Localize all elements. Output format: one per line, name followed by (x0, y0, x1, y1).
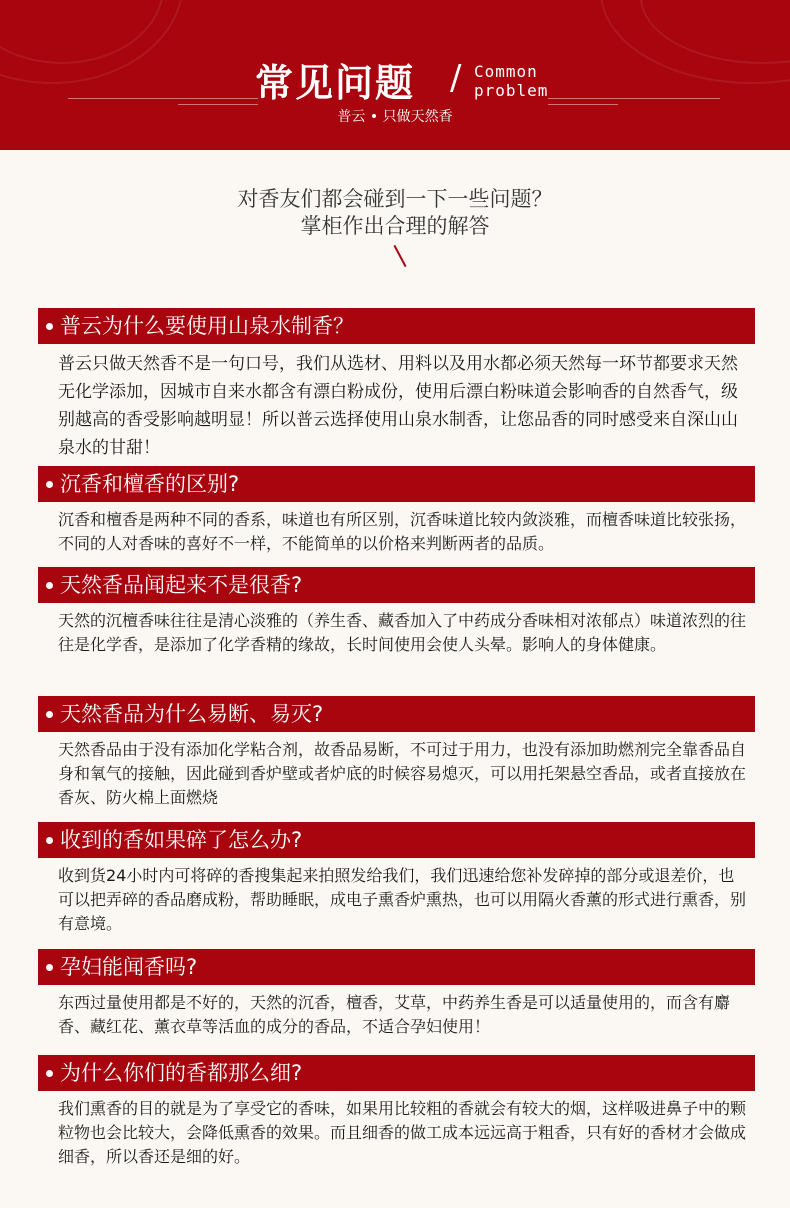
bullet-icon (46, 711, 53, 718)
faq-question: 为什么你们的香都那么细? (60, 1061, 303, 1085)
faq-item (38, 822, 755, 936)
faq-answer: 收到货24小时内可将碎的香搜集起来拍照发给我们，我们迅速给您补发碎掉的部分或退差价，也可以把弄碎的香品磨成粉，帮助睡眠，成电子熏香炉熏热，也可以用隔火香薰的形式进行熏香，别有意境。 (58, 866, 747, 933)
faq-item (38, 949, 755, 1039)
intro-line2: 掌柜作出合理的解答 (300, 214, 490, 238)
bullet-icon (46, 1070, 53, 1077)
header-banner (0, 0, 790, 150)
faq-question-bar (38, 1055, 755, 1091)
faq-question-bar (38, 567, 755, 603)
decorative-line (178, 104, 258, 105)
faq-item (38, 696, 755, 810)
faq-question: 沉香和檀香的区别? (60, 472, 240, 496)
bullet-icon (46, 481, 53, 488)
decorative-line (548, 104, 618, 105)
intro-text (0, 186, 790, 240)
bullet-icon (46, 964, 53, 971)
faq-question: 天然香品闻起来不是很香? (60, 573, 303, 597)
page-title-english (474, 62, 548, 100)
faq-question: 孕妇能闻香吗? (60, 955, 198, 979)
faq-question-bar (38, 949, 755, 985)
decorative-line (68, 98, 258, 99)
intro-line1: 对香友们都会碰到一下一些问题？ (237, 187, 553, 211)
title-divider: / (450, 58, 462, 98)
faq-answer: 东西过量使用都是不好的，天然的沉香，檀香，艾草，中药养生香是可以适量使用的，而含有麝香、藏红花、薰衣草等活血的成分的香品，不适合孕妇使用！ (58, 993, 731, 1036)
title-en-line1: Common (474, 62, 538, 81)
decorative-line (548, 98, 720, 99)
faq-answer: 天然香品由于没有添加化学粘合剂，故香品易断，不可过于用力，也没有添加助燃剂完全靠香品自身和氧气的接触，因此碰到香炉壁或者炉底的时候容易熄灭，可以用托架悬空香品，或者直接放在香灰、防火棉上面燃烧 (58, 740, 747, 807)
bullet-icon (46, 323, 53, 330)
faq-item (38, 308, 755, 462)
bullet-icon (46, 582, 53, 589)
faq-question: 普云为什么要使用山泉水制香？ (60, 314, 354, 338)
faq-answer: 普云只做天然香不是一句口号，我们从选材、用料以及用水都必须天然每一环节都要求天然无化学添加，因城市自来水都含有漂白粉成份，使用后漂白粉味道会影响香的自然香气，级别越高的香受影响越明显！所以普云选择使用山泉水制香，让您品香的同时感受来自深山山泉水的甘甜！ (58, 354, 738, 458)
faq-question-bar (38, 822, 755, 858)
faq-question: 收到的香如果碎了怎么办? (60, 828, 303, 852)
faq-answer: 天然的沉檀香味往往是清心淡雅的（养生香、藏香加入了中药成分香味相对浓郁点）味道浓烈的往往是化学香，是添加了化学香精的缘故，长时间使用会使人头晕。影响人的身体健康。 (58, 611, 747, 654)
faq-answer: 沉香和檀香是两种不同的香系，味道也有所区别，沉香味道比较内敛淡雅，而檀香味道比较张扬，不同的人对香味的喜好不一样，不能简单的以价格来判断两者的品质。 (58, 510, 747, 553)
accent-mark (393, 245, 406, 267)
faq-question-bar (38, 466, 755, 502)
faq-answer: 我们熏香的目的就是为了享受它的香味，如果用比较粗的香就会有较大的烟，这样吸进鼻子中的颗粒物也会比较大，会降低熏香的效果。而且细香的做工成本远远高于粗香，只有好的香材才会做成细香，所以香还是细的好。 (58, 1099, 747, 1166)
faq-question: 天然香品为什么易断、易灭? (60, 702, 324, 726)
faq-question-bar (38, 308, 755, 344)
faq-question-bar (38, 696, 755, 732)
faq-item (38, 1055, 755, 1169)
bullet-icon (46, 837, 53, 844)
faq-item (38, 466, 755, 556)
faq-item (38, 567, 755, 657)
title-en-line2: problem (474, 81, 549, 100)
page-title: 常见问题 (255, 61, 416, 105)
brand-tagline: 普云 • 只做天然香 (337, 109, 453, 125)
